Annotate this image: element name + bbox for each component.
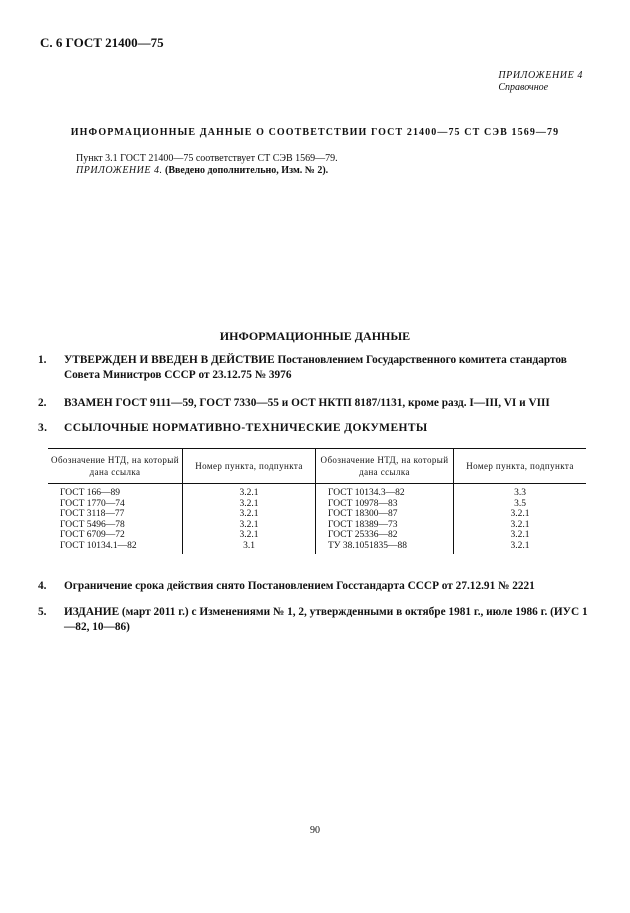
cell-ntd: ГОСТ 10978—83 (316, 499, 454, 510)
item-text: ССЫЛОЧНЫЕ НОРМАТИВНО-ТЕХНИЧЕСКИЕ ДОКУМЕНТЫ (64, 422, 428, 434)
col-header-ntd-2: Обозначение НТД, на который дана ссылка (316, 449, 454, 484)
info-data-title: ИНФОРМАЦИОННЫЕ ДАННЫЕ (219, 329, 411, 343)
table-row (48, 509, 586, 520)
item-number: 2. (38, 397, 47, 409)
cell-ntd: ГОСТ 166—89 (48, 484, 183, 499)
cell-ntd: ГОСТ 18300—87 (316, 509, 454, 520)
cell-point: 3.2.1 (510, 540, 530, 551)
table-row (48, 520, 586, 531)
cell-ntd: ГОСТ 3118—77 (48, 509, 183, 520)
info-item-1 (38, 353, 594, 383)
cell-point: 3.2.1 (183, 484, 316, 499)
page-number: 90 (310, 825, 320, 836)
info-item-2 (38, 396, 594, 411)
cell-point: 3.2.1 (183, 499, 316, 510)
compliance-title: ИНФОРМАЦИОННЫЕ ДАННЫЕ О СООТВЕТСТВИИ ГОСТ 21400—75 СТ СЭВ 1569—79 (70, 127, 560, 138)
info-item-3 (38, 421, 594, 436)
table-header-row (48, 449, 586, 484)
cell-point: 3.2.1 (183, 520, 316, 531)
col-header-point-1: Номер пункта, подпункта (183, 449, 316, 484)
cell-point: 3.2.1 (183, 530, 316, 541)
item-text: УТВЕРЖДЕН И ВВЕДЕН В ДЕЙСТВИЕ Постановлением Государственного комитета стандартов Совета Министров СССР от 23.12.75 № 3976 (64, 354, 567, 381)
cell-ntd: ГОСТ 10134.1—82 (48, 541, 183, 555)
cell-ntd: ГОСТ 1770—74 (48, 499, 183, 510)
cell-point: 3.1 (183, 541, 316, 555)
page-header: С. 6 ГОСТ 21400—75 (40, 35, 164, 50)
cell-ntd: ТУ 38.1051835—88 (316, 541, 454, 555)
col-header-ntd-1: Обозначение НТД, на который дана ссылка (48, 449, 183, 484)
compliance-note-line1: Пункт 3.1 ГОСТ 21400—75 соответствует СТ СЭВ 1569—79. (76, 153, 338, 164)
table-row (48, 484, 586, 499)
item-text: Ограничение срока действия снято Постановлением Госстандарта СССР от 27.12.91 № 2221 (64, 580, 535, 592)
cell-point: 3.2.1 (183, 509, 316, 520)
table-row (48, 499, 586, 510)
cell-point: 3.2.1 (510, 530, 530, 540)
reference-docs-table (48, 448, 586, 554)
item-number: 3. (38, 422, 48, 434)
cell-ntd: ГОСТ 6709—72 (48, 530, 183, 541)
item-number: 4. (38, 580, 47, 592)
info-item-5 (38, 605, 594, 635)
item-text: ВЗАМЕН ГОСТ 9111—59, ГОСТ 7330—55 и ОСТ НКТП 8187/1131, кроме разд. I—III, VI и VIII (64, 397, 550, 409)
compliance-note-appendix-ref: ПРИЛОЖЕНИЕ 4. (76, 165, 163, 176)
item-text: ИЗДАНИЕ (март 2011 г.) с Изменениями № 1, 2, утвержденными в октябре 1981 г., июле 1986 г. (ИУС 1—82, 10—86) (64, 606, 588, 633)
cell-ntd: ГОСТ 18389—73 (316, 520, 454, 531)
appendix-label (498, 70, 583, 94)
table-row (48, 541, 586, 555)
appendix-title: ПРИЛОЖЕНИЕ 4 (498, 70, 583, 81)
item-number: 5. (38, 606, 47, 618)
cell-point: 3.5 (514, 498, 526, 509)
appendix-subtitle: Справочное (498, 82, 549, 93)
col-header-point-2: Номер пункта, подпункта (454, 449, 587, 484)
cell-point: 3.2.1 (510, 519, 530, 530)
table-row (48, 530, 586, 541)
cell-point: 3.3 (514, 488, 526, 498)
cell-ntd: ГОСТ 10134.3—82 (316, 484, 454, 499)
compliance-note-amendment: (Введено дополнительно, Изм. № 2). (165, 165, 329, 176)
cell-ntd: ГОСТ 5496—78 (48, 520, 183, 531)
info-item-4 (38, 579, 594, 594)
item-number: 1. (38, 354, 47, 366)
compliance-note (76, 153, 338, 177)
compliance-note-line2 (76, 165, 338, 177)
cell-ntd: ГОСТ 25336—82 (316, 530, 454, 541)
cell-point: 3.2.1 (510, 509, 530, 519)
